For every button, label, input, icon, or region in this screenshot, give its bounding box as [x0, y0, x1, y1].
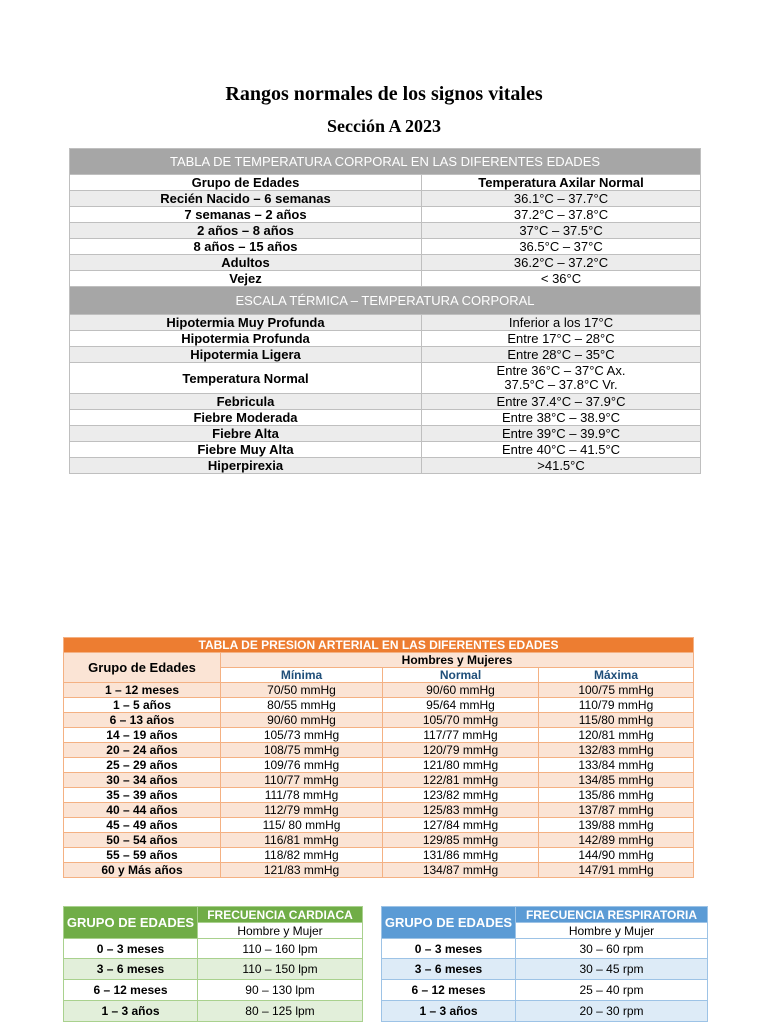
table-row: Hiperpirexia >41.5°C — [70, 458, 701, 474]
table-row: 6 – 12 meses 25 – 40 rpm — [382, 980, 708, 1001]
column-header-group: GRUPO DE EDADES — [382, 907, 516, 939]
table-row: 1 – 5 años 80/55 mmHg 95/64 mmHg 110/79 mmHg — [64, 698, 694, 713]
table-row: 1 – 3 años 80 – 125 lpm — [64, 1001, 363, 1022]
column-header-group: Grupo de Edades — [70, 175, 422, 191]
table-row: 0 – 3 meses 110 – 160 lpm — [64, 939, 363, 959]
temperature-table-heading: TABLA DE TEMPERATURA CORPORAL EN LAS DIFERENTES EDADES — [70, 149, 701, 175]
column-header-temperature: Temperatura Axilar Normal — [422, 175, 701, 191]
table-row: Vejez < 36°C — [70, 271, 701, 287]
blood-pressure-table — [63, 637, 694, 878]
table-row: 40 – 44 años 112/79 mmHg 125/83 mmHg 137/87 mmHg — [64, 803, 694, 818]
table-row: Fiebre Muy Alta Entre 40°C – 41.5°C — [70, 442, 701, 458]
table-row: 50 – 54 años 116/81 mmHg 129/85 mmHg 142/89 mmHg — [64, 833, 694, 848]
table-row: Temperatura Normal Entre 36°C – 37°C Ax. 37.5°C – 37.8°C Vr. — [70, 363, 701, 394]
document-title: Rangos normales de los signos vitales — [225, 83, 543, 105]
table-row: 6 – 13 años 90/60 mmHg 105/70 mmHg 115/80 mmHg — [64, 713, 694, 728]
heart-rate-table — [63, 906, 363, 1022]
table-row: Hipotermia Muy Profunda Inferior a los 17°C — [70, 315, 701, 331]
table-row: 8 años – 15 años 36.5°C – 37°C — [70, 239, 701, 255]
table-row: Recién Nacido – 6 semanas 36.1°C – 37.7°C — [70, 191, 701, 207]
table-row: 7 semanas – 2 años 37.2°C – 37.8°C — [70, 207, 701, 223]
table-row: 6 – 12 meses 90 – 130 lpm — [64, 980, 363, 1001]
table-row: 2 años – 8 años 37°C – 37.5°C — [70, 223, 701, 239]
table-row: 45 – 49 años 115/ 80 mmHg 127/84 mmHg 139/88 mmHg — [64, 818, 694, 833]
column-header-sex: Hombre y Mujer — [516, 923, 708, 939]
heart-rate-heading: FRECUENCIA CARDIACA — [198, 907, 363, 923]
document-subtitle: Sección A 2023 — [326, 116, 441, 136]
table-row: Fiebre Moderada Entre 38°C – 38.9°C — [70, 410, 701, 426]
table-row: 35 – 39 años 111/78 mmHg 123/82 mmHg 135/86 mmHg — [64, 788, 694, 803]
table-row: 3 – 6 meses 110 – 150 lpm — [64, 959, 363, 980]
table-row: 1 – 12 meses 70/50 mmHg 90/60 mmHg 100/75 mmHg — [64, 683, 694, 698]
table-row: 30 – 34 años 110/77 mmHg 122/81 mmHg 134/85 mmHg — [64, 773, 694, 788]
table-row: Hipotermia Profunda Entre 17°C – 28°C — [70, 331, 701, 347]
column-header-normal: Normal — [383, 668, 539, 683]
table-row: 3 – 6 meses 30 – 45 rpm — [382, 959, 708, 980]
table-row: 60 y Más años 121/83 mmHg 134/87 mmHg 147/91 mmHg — [64, 863, 694, 878]
table-row: 14 – 19 años 105/73 mmHg 117/77 mmHg 120/81 mmHg — [64, 728, 694, 743]
table-row: Febricula Entre 37.4°C – 37.9°C — [70, 394, 701, 410]
column-header-hombres-mujeres: Hombres y Mujeres — [221, 653, 694, 668]
table-row: 0 – 3 meses 30 – 60 rpm — [382, 939, 708, 959]
column-header-group: Grupo de Edades — [64, 653, 221, 683]
column-header-sex: Hombre y Mujer — [198, 923, 363, 939]
blood-pressure-table-heading: TABLA DE PRESION ARTERIAL EN LAS DIFERENTES EDADES — [64, 638, 694, 653]
column-header-group: GRUPO DE EDADES — [64, 907, 198, 939]
table-row: Fiebre Alta Entre 39°C – 39.9°C — [70, 426, 701, 442]
respiratory-rate-heading: FRECUENCIA RESPIRATORIA — [516, 907, 708, 923]
column-header-max: Máxima — [539, 668, 694, 683]
table-row: 20 – 24 años 108/75 mmHg 120/79 mmHg 132/83 mmHg — [64, 743, 694, 758]
table-row: 25 – 29 años 109/76 mmHg 121/80 mmHg 133/84 mmHg — [64, 758, 694, 773]
table-row: Adultos 36.2°C – 37.2°C — [70, 255, 701, 271]
respiratory-rate-table — [381, 906, 708, 1022]
thermal-scale-heading: ESCALA TÉRMICA – TEMPERATURA CORPORAL — [70, 287, 701, 315]
column-header-min: Mínima — [221, 668, 383, 683]
temperature-table — [69, 148, 701, 474]
table-row: Hipotermia Ligera Entre 28°C – 35°C — [70, 347, 701, 363]
table-row: 1 – 3 años 20 – 30 rpm — [382, 1001, 708, 1022]
table-row: 55 – 59 años 118/82 mmHg 131/86 mmHg 144/90 mmHg — [64, 848, 694, 863]
